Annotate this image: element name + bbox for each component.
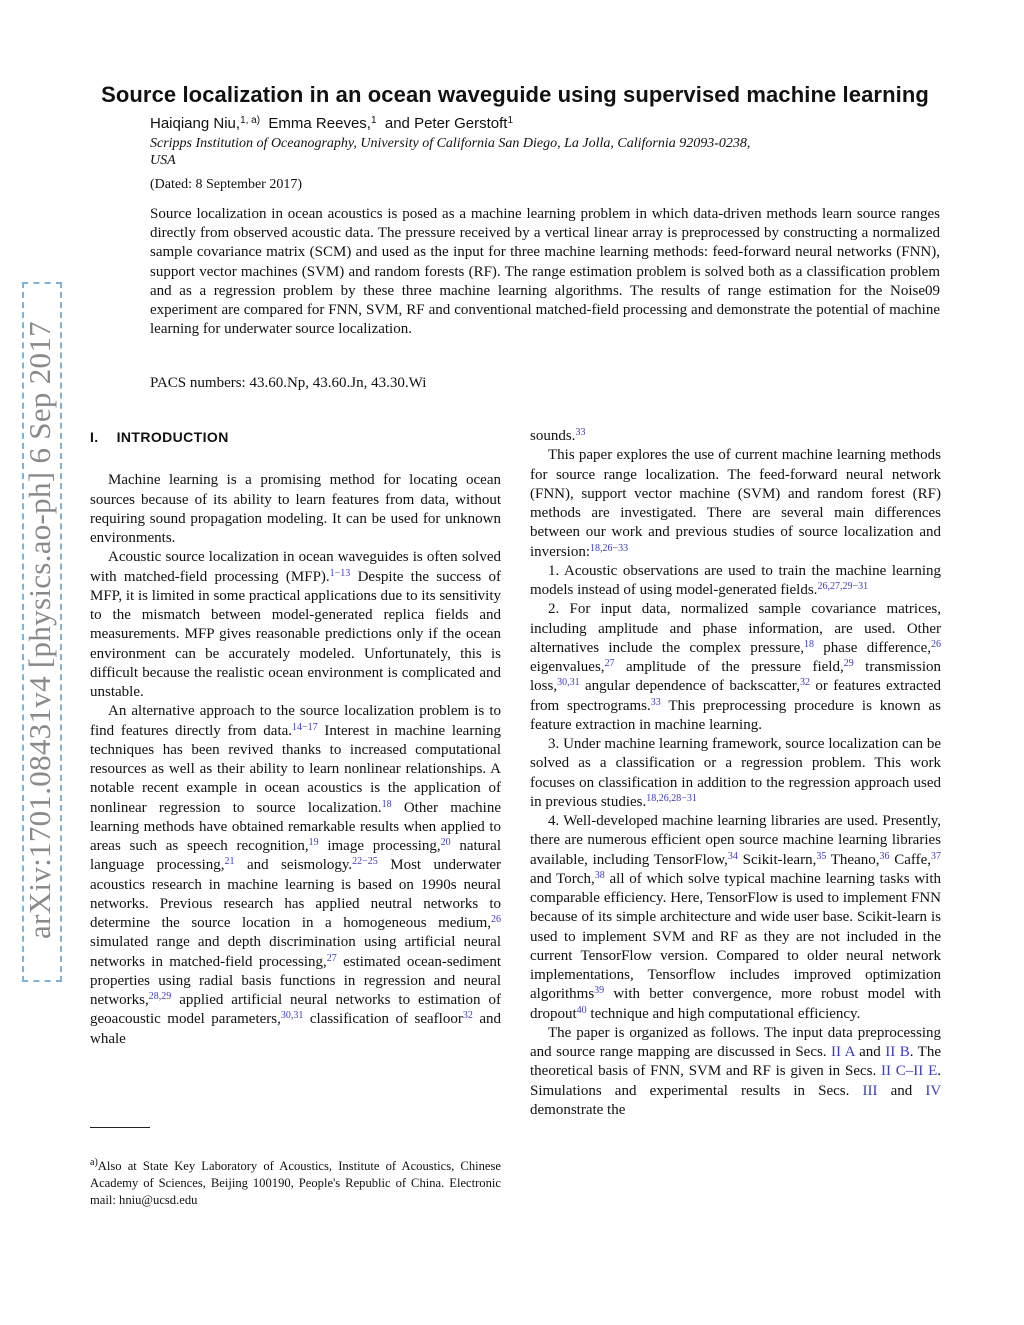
text: This preprocessing procedure is known as feature extraction in machine learning.: [530, 697, 942, 733]
difference-item-1: [530, 562, 941, 601]
text: 2. For input data, normalized sample covariance matrices, including amplitude and phase information, are used. Other alternatives include the complex pressure,: [530, 601, 941, 656]
author-niu: Haiqiang Niu,: [150, 115, 241, 132]
left-column: [90, 428, 501, 1049]
text: Despite the success of MFP, it is limited in some practical applications due to its sensitivity to the mismatch between model-generated replica fields and measurements. MFP gives reasonable predictions only if the ocean environment can be accurately modeled. Unfortunately, this is difficult because the realistic ocean environment is complicated and unstable.: [90, 568, 501, 700]
text: or features extracted from spectrograms.: [530, 678, 941, 714]
text: 4. Well-developed machine learning libraries are used. Presently, there are numerous efficient open source machine learning libraries available, including TensorFlow,: [530, 813, 941, 868]
text: and whale: [90, 1011, 501, 1047]
section-link[interactable]: II A: [831, 1044, 855, 1060]
citation[interactable]: 36: [879, 850, 890, 862]
footnote-text: Also at State Key Laboratory of Acoustics, Institute of Acoustics, Chinese Academy of Sciences, Beijing 100190, People's Republic of China. Electronic mail: hniu@ucsd.edu: [90, 1159, 501, 1207]
author-niu-affil: 1, a): [240, 115, 261, 126]
section-link[interactable]: IV: [925, 1082, 941, 1099]
intro-paragraph-2: [90, 548, 501, 702]
text: Interest in machine learning techniques has been revived thanks to increased computational resources as well as their ability to learn nonlinear relationships. A notable recent example in ocean acoustics is the application of nonlinear regression to source localization.: [90, 722, 501, 816]
arxiv-stamp: [12, 280, 68, 980]
difference-item-3: [530, 735, 941, 812]
text: and seismology.: [234, 857, 353, 874]
section-heading: [90, 428, 501, 447]
intro-paragraph-4: [530, 446, 941, 562]
text: classification of seafloor: [303, 1011, 463, 1028]
text: Most underwater acoustics research in machine learning is based on 1990s neural networks. Previous research has applied neutral networks to determine the source location in a homogeneous medium,: [90, 857, 501, 931]
affiliation-line-1: Scripps Institution of Oceanography, University of California San Diego, La Jolla, California 92093-0238,: [150, 136, 751, 151]
citation[interactable]: 29: [843, 658, 854, 669]
difference-item-4: [530, 812, 941, 1024]
text: applied artificial neural networks to estimation of geoacoustic model parameters,: [90, 992, 501, 1028]
text: Machine learning is a promising method for locating ocean sources because of its ability to learn features from data, without requiring sound propagation modeling. It can be used for unknown environments.: [90, 472, 501, 546]
intro-paragraph-1: [90, 471, 501, 548]
difference-item-2: [530, 600, 941, 735]
section-link[interactable]: II B: [885, 1044, 910, 1060]
text: Theano,: [826, 851, 880, 868]
footnote: [90, 1158, 501, 1209]
text: estimated ocean-sediment properties using radial basis functions in regression and neural networks,: [90, 953, 501, 1008]
text: . Simulations and experimental results in Secs.: [530, 1063, 941, 1099]
text: 3. Under machine learning framework, source localization can be solved as a classification or a regression problem. This work focuses on classification in addition to the regression approach used in previous studies.: [530, 736, 941, 810]
citation[interactable]: 32: [799, 677, 810, 689]
text: angular dependence of backscatter,: [579, 678, 800, 695]
footnote-mark: a): [90, 1157, 98, 1168]
citation[interactable]: 35: [816, 850, 827, 862]
citation[interactable]: 30,31: [557, 677, 580, 689]
author-reeves-affil: 1: [370, 115, 377, 126]
citation[interactable]: 18,26−33: [590, 542, 629, 554]
continued-paragraph: [530, 427, 941, 446]
text: and Torch,: [530, 870, 595, 887]
citation[interactable]: 34: [727, 850, 738, 862]
text: This paper explores the use of current machine learning methods for source range localization. The feed-forward neural network (FNN), support vector machine (SVM) and random forest (RF) methods are investigated. There are several main differences between our work and previous studies of source localization and inversion:: [530, 447, 941, 560]
citation[interactable]: 26,27,29−31: [817, 581, 869, 592]
citation[interactable]: 1−13: [329, 567, 351, 579]
citation[interactable]: 18,26,28−31: [646, 792, 697, 804]
citation[interactable]: 32: [462, 1010, 473, 1022]
citation[interactable]: 27: [604, 658, 615, 669]
text: An alternative approach to the source localization problem is to find features directly from data.: [90, 703, 501, 739]
text: all of which solve typical machine learning tasks with comparable efficiency. Here, TensorFlow is used to implement FNN because of its simple architecture and wide user base. Scikit-learn is used to implement SVM and RF as they are not included in the current TensorFlow version. Compared to older neural network implementations, Tensorflow includes improved optimization algorithms: [530, 870, 942, 1003]
affiliation-line-2: USA: [150, 153, 176, 168]
paper-title: Source localization in an ocean waveguide using supervised machine learning: [101, 82, 929, 107]
citation[interactable]: 39: [594, 985, 605, 997]
citation[interactable]: 22−25: [352, 856, 378, 868]
text: transmission loss,: [530, 659, 941, 695]
citation[interactable]: 21: [224, 856, 235, 868]
section-link[interactable]: III: [862, 1082, 878, 1099]
author-list: [150, 115, 513, 132]
intro-paragraph-3: [90, 702, 501, 1049]
right-column: [530, 427, 941, 1120]
author-gerstoft: and Peter Gerstoft: [384, 115, 508, 132]
text: simulated range and depth discrimination using artificial neural networks in matched-field processing,: [90, 934, 501, 970]
section-link[interactable]: II C–II E: [881, 1063, 938, 1080]
organization-paragraph: [530, 1024, 941, 1120]
citation[interactable]: 30,31: [280, 1010, 304, 1022]
text: with better convergence, more robust model with dropout: [530, 986, 941, 1022]
section-title: INTRODUCTION: [116, 429, 229, 445]
citation[interactable]: 18: [804, 638, 815, 650]
text: Scikit-learn,: [737, 851, 817, 868]
text: phase difference,: [814, 639, 931, 656]
citation[interactable]: 19: [308, 837, 319, 848]
date-line: (Dated: 8 September 2017): [150, 177, 303, 192]
text: image processing,: [318, 838, 441, 854]
pacs-numbers: PACS numbers: 43.60.Np, 43.60.Jn, 43.30.Wi: [150, 375, 427, 391]
citation[interactable]: 20: [440, 837, 451, 848]
text: eigenvalues,: [530, 659, 605, 675]
citation[interactable]: 28,29: [148, 991, 172, 1002]
citation[interactable]: 27: [326, 952, 337, 964]
text: Acoustic source localization in ocean waveguides is often solved with matched-field processing (MFP).: [90, 549, 501, 585]
text: amplitude of the pressure field,: [614, 659, 844, 675]
text: technique and high computational efficiency.: [586, 1005, 861, 1022]
arxiv-id: arXiv:1701.08431v4 [physics.ao-ph] 6 Sep 2017: [22, 321, 57, 939]
text: Caffe,: [889, 851, 932, 868]
citation[interactable]: 38: [594, 869, 605, 881]
citation[interactable]: 33: [575, 427, 586, 438]
abstract: Source localization in ocean acoustics is posed as a machine learning problem in which data-driven methods learn source ranges directly from observed acoustic data. The pressure received by a vertical linear array is preprocessed by constructing a normalized sample covariance matrix (SCM) and used as the input for three machine learning methods: feed-forward neural networks (FNN), support vector machines (SVM) and random forests (RF). The range estimation problem is solved both as a classification problem and as a regression problem by these three machine learning algorithms. The results of range estimation for the Noise09 experiment are compared for FNN, SVM, RF and conventional matched-field processing and demonstrate the potential of machine learning for underwater source localization.: [150, 206, 940, 338]
citation[interactable]: 40: [576, 1004, 587, 1016]
text: natural language processing,: [90, 838, 501, 874]
section-number: I.: [90, 429, 99, 445]
citation[interactable]: 18: [381, 798, 392, 810]
author-reeves: Emma Reeves,: [268, 115, 371, 132]
text: The paper is organized as follows. The input data preprocessing and source range mapping are discussed in Secs.: [530, 1024, 941, 1060]
footnote-divider: [90, 1127, 150, 1128]
affiliation: [150, 135, 950, 169]
citation[interactable]: 26: [491, 914, 501, 925]
text: sounds.: [530, 428, 576, 444]
citation[interactable]: 37: [931, 850, 942, 862]
citation[interactable]: 26: [931, 638, 941, 650]
text: demonstrate the: [530, 1101, 626, 1118]
citation[interactable]: 33: [650, 696, 661, 708]
text: and: [854, 1044, 886, 1060]
text: . The theoretical basis of FNN, SVM and RF is given in Secs.: [530, 1044, 941, 1080]
citation[interactable]: 14−17: [292, 721, 318, 733]
author-gerstoft-affil: 1: [507, 115, 514, 126]
text: 1. Acoustic observations are used to train the machine learning models instead of using model-generated fields.: [530, 562, 941, 598]
text: Other machine learning methods have obtained remarkable results when applied to areas such as speech recognition,: [90, 799, 502, 854]
text: and: [877, 1082, 926, 1099]
